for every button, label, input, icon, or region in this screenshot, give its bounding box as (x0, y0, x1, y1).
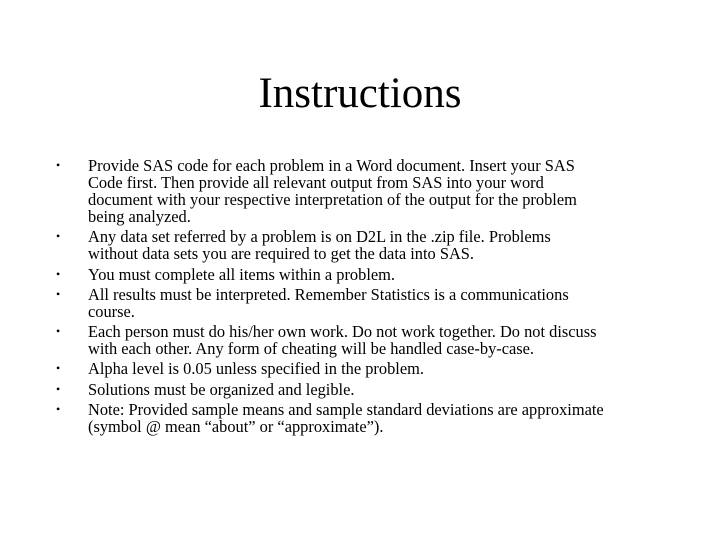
list-item (56, 323, 666, 357)
bullet-icon: • (56, 324, 61, 339)
list-item-line: Alpha level is 0.05 unless specified in the problem. (88, 359, 424, 379)
list-item-line: You must complete all items within a problem. (88, 264, 395, 284)
list-item (56, 286, 666, 320)
list-item-line: All results must be interpreted. Remember Statistics is a communications (88, 284, 569, 304)
list-item-line: Solutions must be organized and legible. (88, 379, 355, 399)
list-item-line: document with your respective interpretation of the output for the problem (88, 190, 577, 209)
list-item (56, 266, 666, 283)
list-item-line: without data sets you are required to get the data into SAS. (88, 244, 475, 264)
list-item (56, 381, 666, 398)
list-item-line: Code first. Then provide all relevant output from SAS into your word (88, 173, 544, 192)
bullet-icon: • (56, 402, 61, 417)
bullet-icon: • (56, 266, 61, 281)
bullet-icon: • (56, 158, 61, 172)
list-item-line: Any data set referred by a problem is on D2L in the .zip file. Problems (88, 227, 551, 247)
list-item-line: course. (88, 301, 135, 321)
bullet-icon: • (56, 381, 61, 396)
bullet-icon: • (56, 361, 61, 376)
list-item (56, 157, 666, 225)
list-item (56, 228, 666, 262)
instructions-list (56, 157, 666, 438)
list-item (56, 360, 666, 377)
list-item-line: (symbol @ mean “about” or “approximate”). (88, 417, 384, 437)
bullet-icon: • (56, 229, 61, 244)
list-item (56, 401, 666, 435)
list-item-line: Each person must do his/her own work. Do not work together. Do not discuss (88, 322, 597, 342)
slide-title: Instructions (258, 70, 462, 117)
list-item-line: being analyzed. (88, 207, 191, 226)
list-item-line: with each other. Any form of cheating will be handled case-by-case. (88, 339, 535, 359)
list-item-line: Provide SAS code for each problem in a Word document. Insert your SAS (88, 156, 575, 175)
list-item-line: Note: Provided sample means and sample standard deviations are approximate (88, 400, 604, 420)
bullet-icon: • (56, 286, 61, 301)
